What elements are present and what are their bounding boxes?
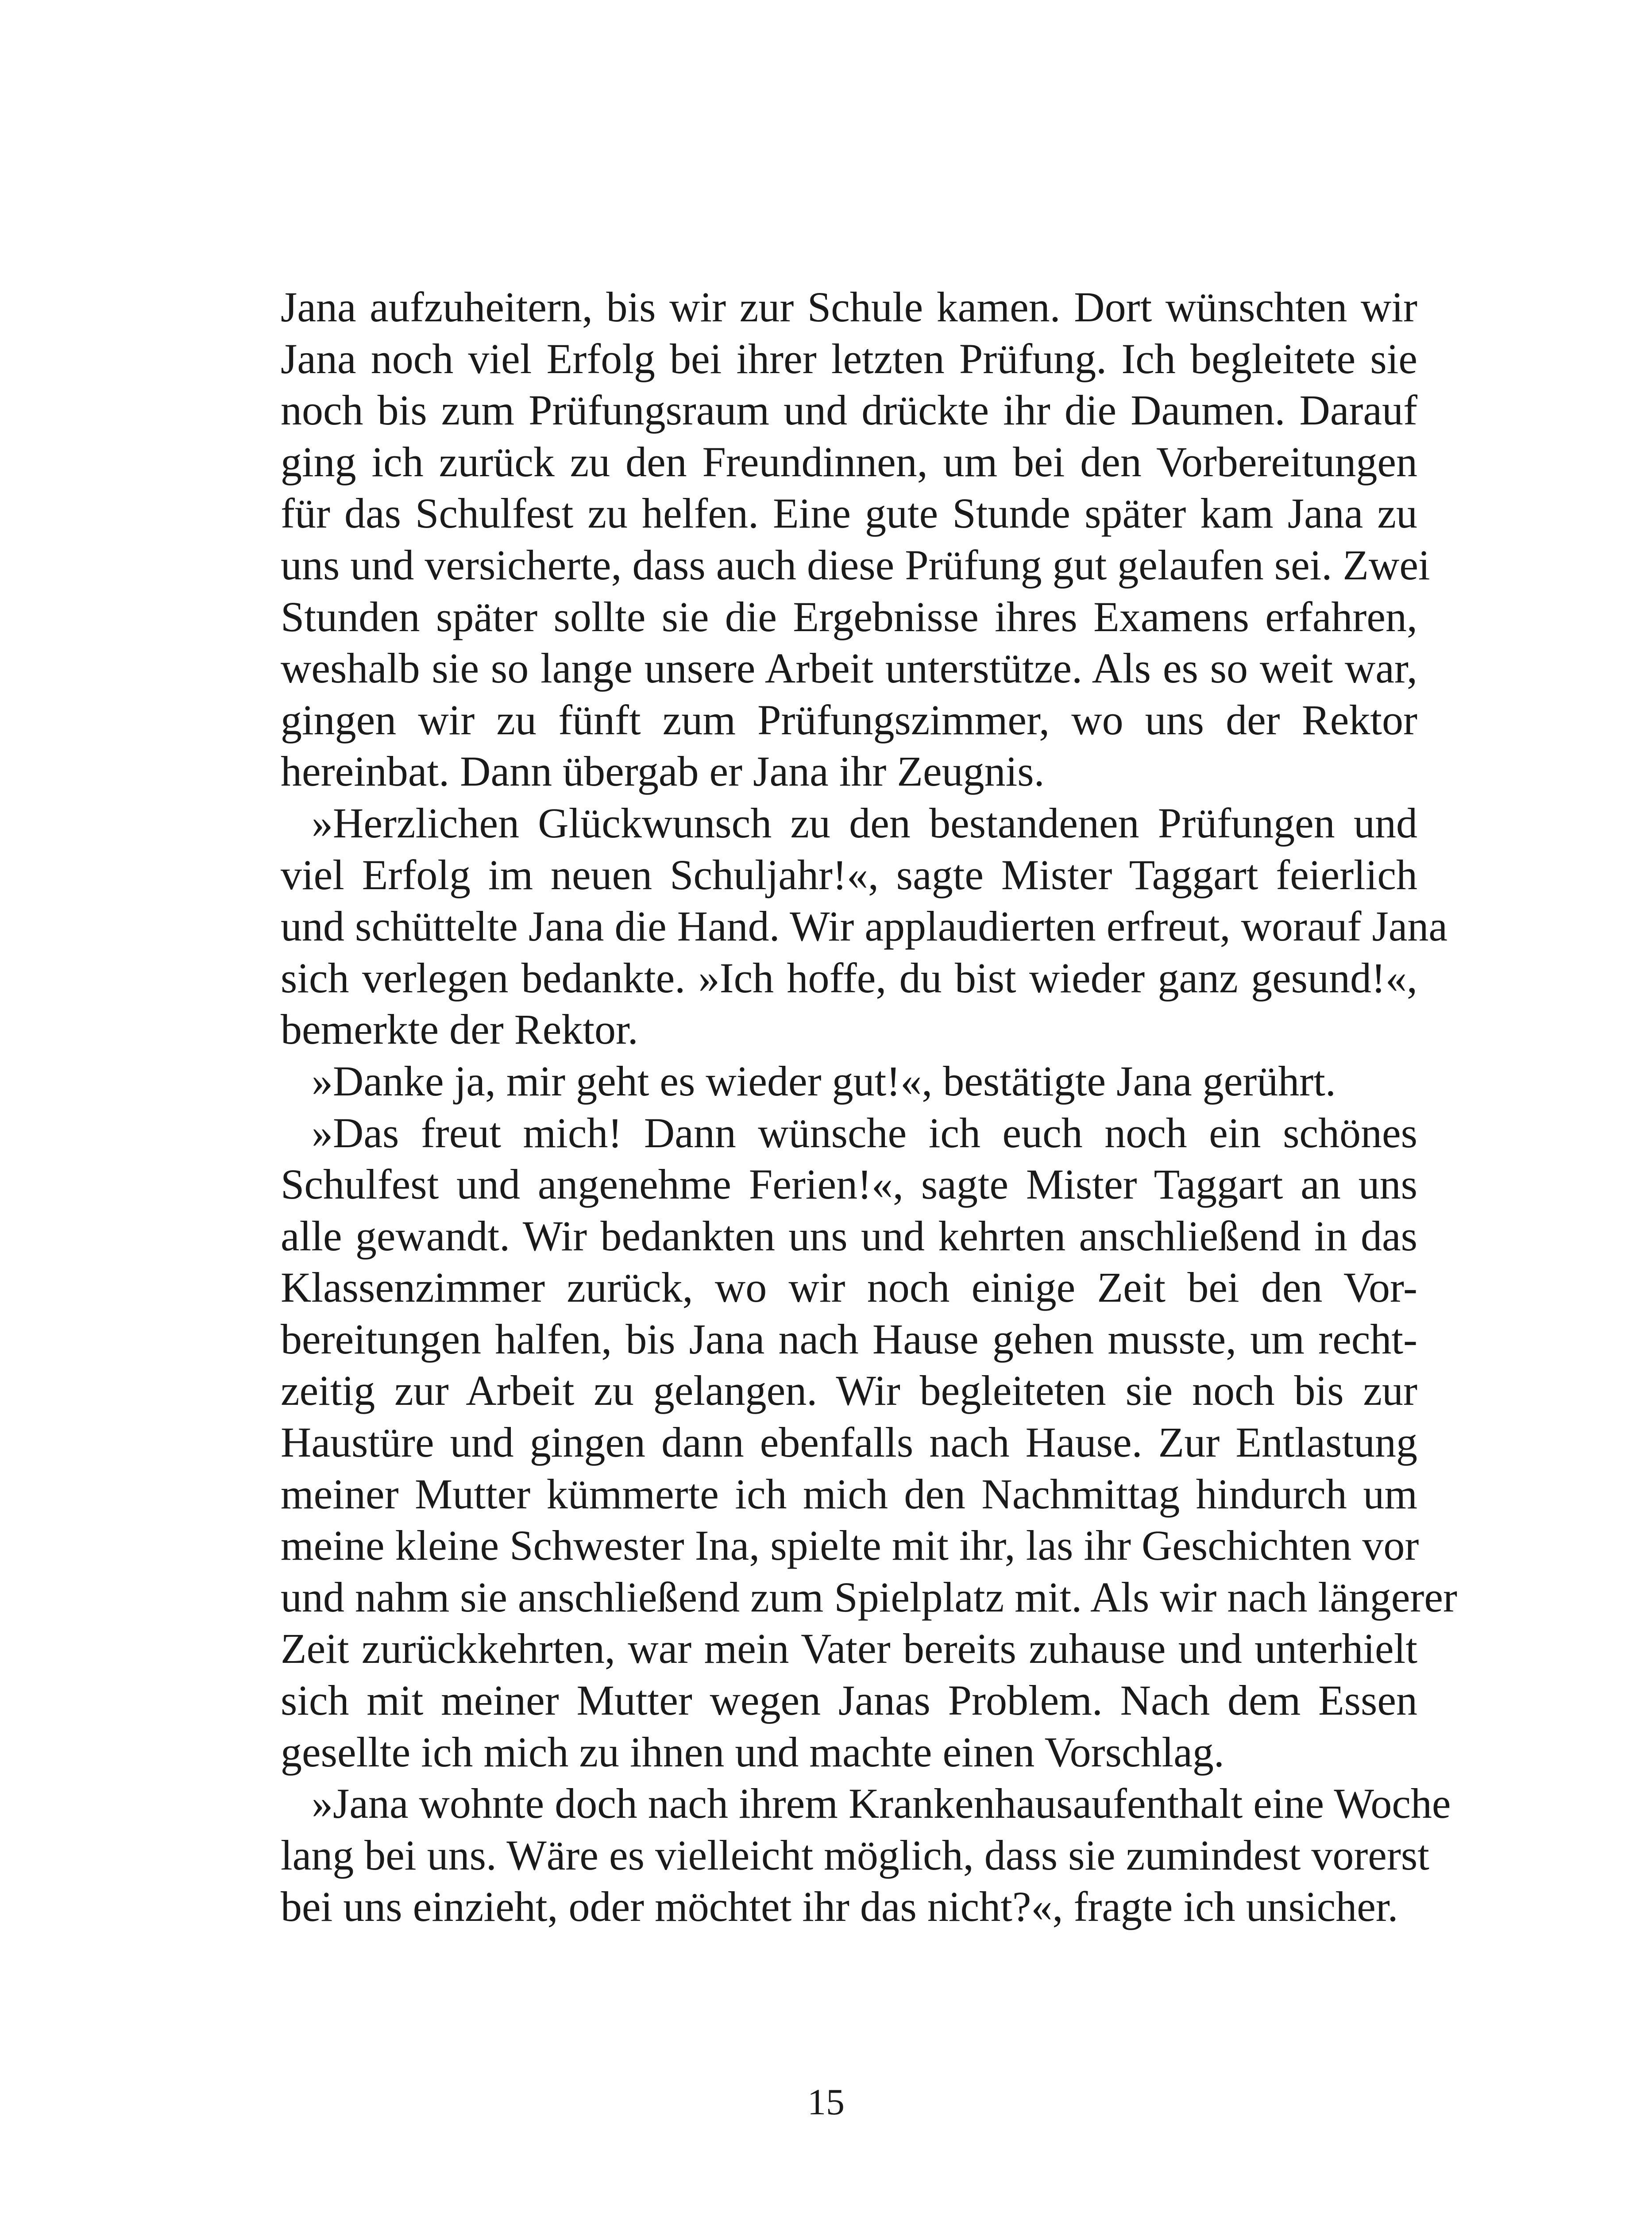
- text-line: sich verlegen bedankte. »Ich hoffe, du bist wieder ganz gesund!«,: [281, 954, 1417, 1002]
- text-line: Haustüre und gingen dann ebenfalls nach Hause. Zur Entlastung: [281, 1419, 1417, 1466]
- text-line: Jana noch viel Erfolg bei ihrer letzten Prüfung. Ich begleitete sie: [281, 335, 1417, 382]
- text-line: »Herzlichen Glückwunsch zu den bestandenen Prüfungen und: [312, 799, 1417, 847]
- text-line: weshalb sie so lange unsere Arbeit unterstütze. Als es so weit war,: [281, 644, 1417, 692]
- text-line: bemerkte der Rektor.: [281, 1006, 638, 1053]
- text-line: »Das freut mich! Dann wünsche ich euch noch ein schönes: [312, 1109, 1417, 1157]
- text-line: »Jana wohnte doch nach ihrem Krankenhausaufenthalt eine Woche: [312, 1780, 1451, 1827]
- text-line: meine kleine Schwester Ina, spielte mit ihr, las ihr Geschichten vor: [281, 1522, 1419, 1569]
- text-line: uns und versicherte, dass auch diese Prüfung gut gelaufen sei. Zwei: [281, 541, 1430, 589]
- text-line: Klassenzimmer zurück, wo wir noch einige Zeit bei den Vor-: [281, 1264, 1417, 1311]
- text-line: Jana aufzuheitern, bis wir zur Schule kamen. Dort wünschten wir: [281, 283, 1417, 331]
- text-line: zeitig zur Arbeit zu gelangen. Wir begleiteten sie noch bis zur: [281, 1367, 1417, 1415]
- text-line: alle gewandt. Wir bedankten uns und kehrten anschließend in das: [281, 1212, 1417, 1260]
- text-line: und schüttelte Jana die Hand. Wir applaudierten erfreut, worauf Jana: [281, 902, 1448, 950]
- text-line: noch bis zum Prüfungsraum und drückte ihr die Daumen. Darauf: [281, 386, 1417, 434]
- text-line: ging ich zurück zu den Freundinnen, um bei den Vorbereitungen: [281, 438, 1417, 486]
- text-line: meiner Mutter kümmerte ich mich den Nachmittag hindurch um: [281, 1470, 1417, 1518]
- text-line: Stunden später sollte sie die Ergebnisse ihres Examens erfahren,: [281, 593, 1417, 640]
- text-line: und nahm sie anschließend zum Spielplatz mit. Als wir nach längerer: [281, 1573, 1457, 1621]
- text-line: lang bei uns. Wäre es vielleicht möglich, dass sie zumindest vorerst: [281, 1831, 1429, 1879]
- text-line: viel Erfolg im neuen Schuljahr!«, sagte Mister Taggart feierlich: [281, 851, 1417, 898]
- text-line: »Danke ja, mir geht es wieder gut!«, bestätigte Jana gerührt.: [312, 1057, 1336, 1105]
- text-line: gingen wir zu fünft zum Prüfungszimmer, wo uns der Rektor: [281, 696, 1417, 744]
- text-line: bei uns einzieht, oder möchtet ihr das nicht?«, fragte ich unsicher.: [281, 1883, 1398, 1931]
- text-line: für das Schulfest zu helfen. Eine gute Stunde später kam Jana zu: [281, 490, 1417, 537]
- text-line: hereinbat. Dann übergab er Jana ihr Zeugnis.: [281, 748, 1045, 795]
- text-line: sich mit meiner Mutter wegen Janas Problem. Nach dem Essen: [281, 1677, 1417, 1724]
- text-line: Zeit zurückkehrten, war mein Vater bereits zuhause und unterhielt: [281, 1625, 1417, 1673]
- text-line: gesellte ich mich zu ihnen und machte einen Vorschlag.: [281, 1728, 1224, 1776]
- body-text: [281, 281, 1457, 1933]
- text-line: Schulfest und angenehme Ferien!«, sagte Mister Taggart an uns: [281, 1160, 1417, 1208]
- text-line: bereitungen halfen, bis Jana nach Hause gehen musste, um recht-: [281, 1315, 1417, 1363]
- page-number: 15: [807, 2082, 845, 2123]
